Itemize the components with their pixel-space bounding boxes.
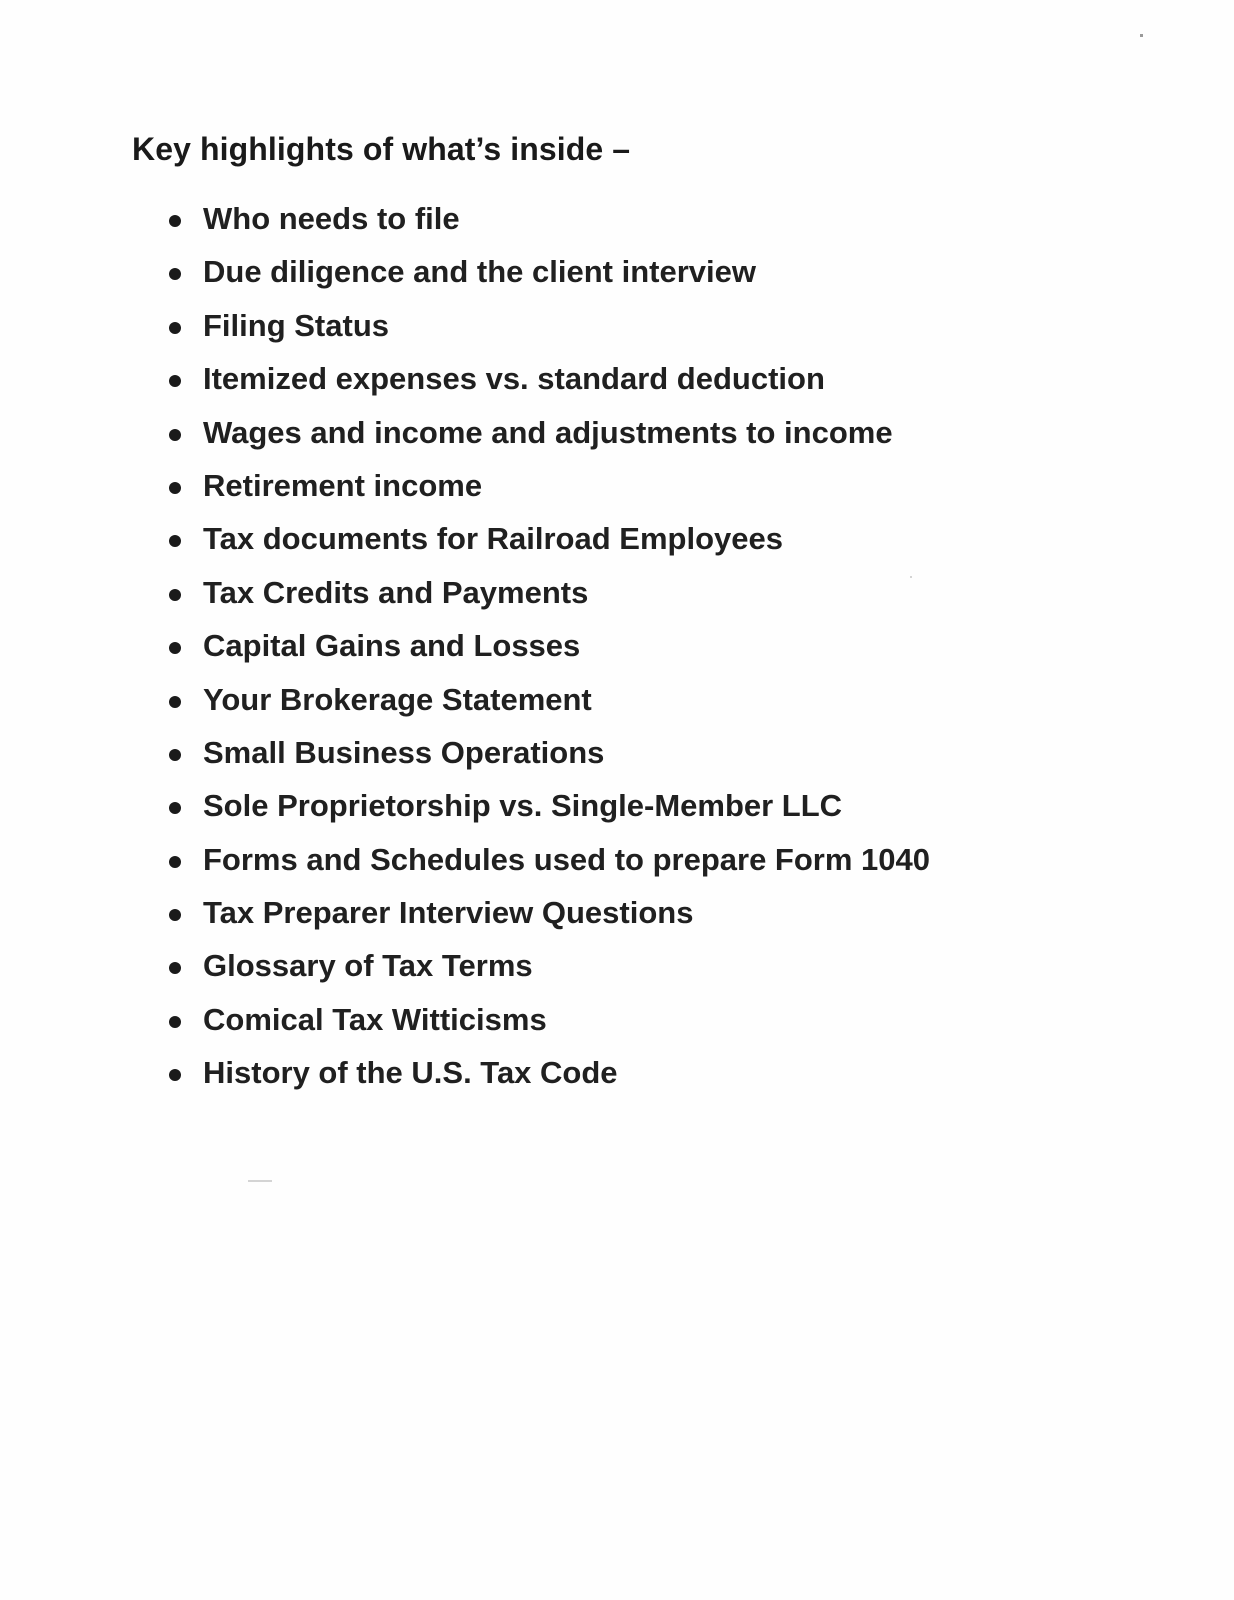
list-item — [166, 195, 930, 248]
list-item-text: Tax Credits and Payments — [203, 574, 589, 610]
list-item — [166, 782, 930, 835]
bullet-icon — [169, 589, 181, 601]
scan-speck — [248, 1180, 272, 1182]
list-item — [166, 729, 930, 782]
section-heading: Key highlights of what’s inside – — [132, 131, 631, 167]
list-item — [166, 515, 930, 568]
bullet-icon — [169, 1069, 181, 1081]
list-item — [166, 622, 930, 675]
bullet-icon — [169, 268, 181, 280]
bullet-icon — [169, 962, 181, 974]
list-item-text: Comical Tax Witticisms — [203, 1001, 547, 1037]
list-item-text: Who needs to file — [203, 201, 460, 236]
bullet-icon — [169, 322, 181, 334]
bullet-icon — [169, 642, 181, 654]
list-item-text: Filing Status — [203, 307, 389, 343]
bullet-icon — [169, 215, 181, 227]
list-item — [166, 355, 930, 408]
list-item — [166, 248, 930, 301]
highlights-list — [166, 195, 930, 1103]
list-item — [166, 942, 930, 995]
bullet-icon — [169, 749, 181, 761]
list-item — [166, 462, 930, 515]
bullet-icon — [169, 375, 181, 387]
list-item-text: Tax Preparer Interview Questions — [203, 895, 694, 931]
bullet-icon — [169, 696, 181, 708]
list-item — [166, 996, 930, 1049]
list-item-text: Capital Gains and Losses — [203, 628, 581, 664]
list-item-text: History of the U.S. Tax Code — [203, 1055, 618, 1091]
bullet-icon — [169, 909, 181, 921]
bullet-icon — [169, 1016, 181, 1028]
bullet-icon — [169, 535, 181, 547]
list-item-text: Sole Proprietorship vs. Single-Member LLC — [203, 788, 843, 824]
list-item-text: Your Brokerage Statement — [203, 681, 592, 717]
list-item-text: Due diligence and the client interview — [203, 254, 756, 290]
bullet-icon — [169, 482, 181, 494]
list-item — [166, 302, 930, 355]
list-item-text: Retirement income — [203, 467, 483, 503]
list-item — [166, 889, 930, 942]
list-item-text: Glossary of Tax Terms — [203, 948, 533, 984]
list-item — [166, 569, 930, 622]
scan-speck — [910, 576, 912, 578]
scan-speck — [1140, 34, 1143, 37]
bullet-icon — [169, 856, 181, 868]
bullet-icon — [169, 429, 181, 441]
list-item-text: Forms and Schedules used to prepare Form 1040 — [203, 841, 931, 877]
list-item-text: Itemized expenses vs. standard deduction — [203, 361, 825, 397]
bullet-icon — [169, 802, 181, 814]
list-item — [166, 1049, 930, 1102]
list-item-text: Tax documents for Railroad Employees — [203, 521, 783, 557]
list-item — [166, 836, 930, 889]
list-item — [166, 409, 930, 462]
list-item-text: Small Business Operations — [203, 734, 605, 770]
list-item — [166, 676, 930, 729]
list-item-text: Wages and income and adjustments to income — [203, 414, 893, 450]
